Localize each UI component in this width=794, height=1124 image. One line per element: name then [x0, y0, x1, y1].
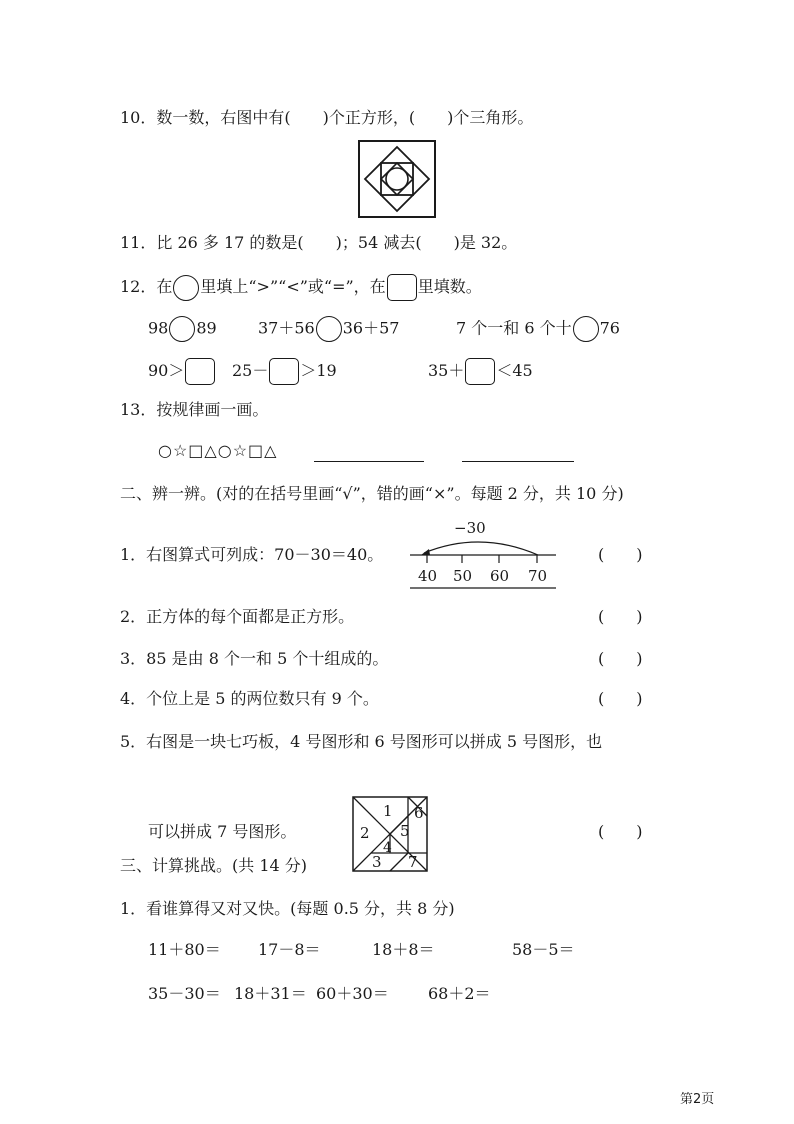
circle-placeholder — [173, 275, 199, 301]
answer-circle[interactable] — [169, 316, 195, 342]
q12-r2b1: 25－ — [232, 361, 269, 380]
calc-item: 68＋2＝ — [428, 984, 491, 1003]
sec2-item4: 4．个位上是 5 的两位数只有 9 个。 — [120, 689, 379, 708]
answer-circle[interactable] — [316, 316, 342, 342]
q12-r2a1: 90＞ — [148, 361, 185, 380]
q12-row2-item1 — [148, 358, 216, 385]
answer-parentheses[interactable]: ( ) — [598, 649, 643, 668]
calc-item: 35－30＝ — [148, 984, 221, 1003]
q12-row1-item3 — [456, 316, 620, 342]
q13-pattern: ○☆□△○☆□△ — [158, 441, 278, 460]
q12-r1b1: 37＋56 — [258, 318, 315, 338]
calc-item: 18＋8＝ — [372, 940, 435, 959]
jump-label: −30 — [454, 519, 486, 537]
answer-parentheses[interactable]: ( ) — [598, 689, 643, 708]
q12-r2c1: 35＋ — [428, 361, 465, 380]
q12-row2-item3 — [428, 358, 533, 385]
answer-parentheses[interactable]: ( ) — [598, 607, 643, 626]
q13-text: 13．按规律画一画。 — [120, 400, 269, 419]
q12-row2-item2 — [232, 358, 337, 385]
q10-text: 10．数一数，右图中有( )个正方形，( )个三角形。 — [120, 108, 534, 127]
q12-part3: 里填数。 — [417, 277, 482, 296]
answer-blank[interactable] — [462, 443, 574, 462]
q12-r1a1: 98 — [148, 318, 169, 338]
calc-item: 18＋31＝ — [234, 984, 307, 1003]
tick-label: 40 — [418, 567, 438, 585]
q12-row1-item2 — [258, 316, 399, 342]
sec2-item5-line2: 可以拼成 7 号图形。 — [148, 822, 297, 841]
section2-title: 二、辨一辨。(对的在括号里画“√”，错的画“×”。每题 2 分，共 10 分) — [120, 484, 624, 503]
answer-circle[interactable] — [573, 316, 599, 342]
tangram-label: 6 — [414, 804, 424, 822]
answer-box[interactable] — [269, 358, 299, 385]
answer-box[interactable] — [185, 358, 215, 385]
tangram-figure — [352, 796, 428, 872]
q12-r1c2: 76 — [599, 318, 620, 338]
tick-label: 50 — [453, 567, 473, 585]
q12-part2: 里填上“>”“<”或“=”，在 — [200, 277, 386, 296]
tangram-label: 3 — [372, 853, 382, 871]
calc-item: 17－8＝ — [258, 940, 321, 959]
answer-box[interactable] — [465, 358, 495, 385]
sec2-item2: 2．正方体的每个面都是正方形。 — [120, 607, 355, 626]
q11-text: 11．比 26 多 17 的数是( )；54 减去( )是 32。 — [120, 233, 518, 252]
tangram-label: 5 — [400, 822, 410, 840]
q12-instruction — [120, 274, 482, 301]
tick-label: 70 — [528, 567, 548, 585]
section3-title: 三、计算挑战。(共 14 分) — [120, 856, 308, 875]
q12-r2c2: ＜45 — [496, 361, 533, 380]
tangram-label: 1 — [383, 802, 393, 820]
calc-item: 60＋30＝ — [316, 984, 389, 1003]
sec2-item3: 3．85 是由 8 个一和 5 个十组成的。 — [120, 649, 389, 668]
calc-item: 11＋80＝ — [148, 940, 221, 959]
sec2-item5-line1: 5．右图是一块七巧板，4 号图形和 6 号图形可以拼成 5 号图形，也 — [120, 732, 603, 751]
q12-r2b2: ＞19 — [300, 361, 337, 380]
answer-blank[interactable] — [314, 443, 424, 462]
q12-r1b2: 36＋57 — [342, 318, 400, 338]
tangram-label: 7 — [408, 853, 418, 871]
page-number: 第2页 — [680, 1092, 715, 1107]
box-placeholder — [387, 274, 417, 301]
sec2-item1: 1．右图算式可列成：70－30＝40。 — [120, 545, 384, 564]
calc-item: 58－5＝ — [512, 940, 575, 959]
sec3-sub1: 1．看谁算得又对又快。(每题 0.5 分，共 8 分) — [120, 899, 455, 918]
q12-r1a2: 89 — [196, 318, 217, 338]
tangram-label: 2 — [360, 824, 370, 842]
answer-parentheses[interactable]: ( ) — [598, 545, 643, 564]
answer-parentheses[interactable]: ( ) — [598, 822, 643, 841]
tangram-label: 4 — [383, 840, 392, 856]
q12-row1-item1 — [148, 316, 217, 342]
number-line-figure — [410, 518, 558, 592]
nested-squares-figure — [358, 140, 436, 218]
q12-part1: 12．在 — [120, 277, 173, 296]
tick-label: 60 — [490, 567, 510, 585]
q12-r1c1: 7 个一和 6 个十 — [456, 318, 572, 338]
